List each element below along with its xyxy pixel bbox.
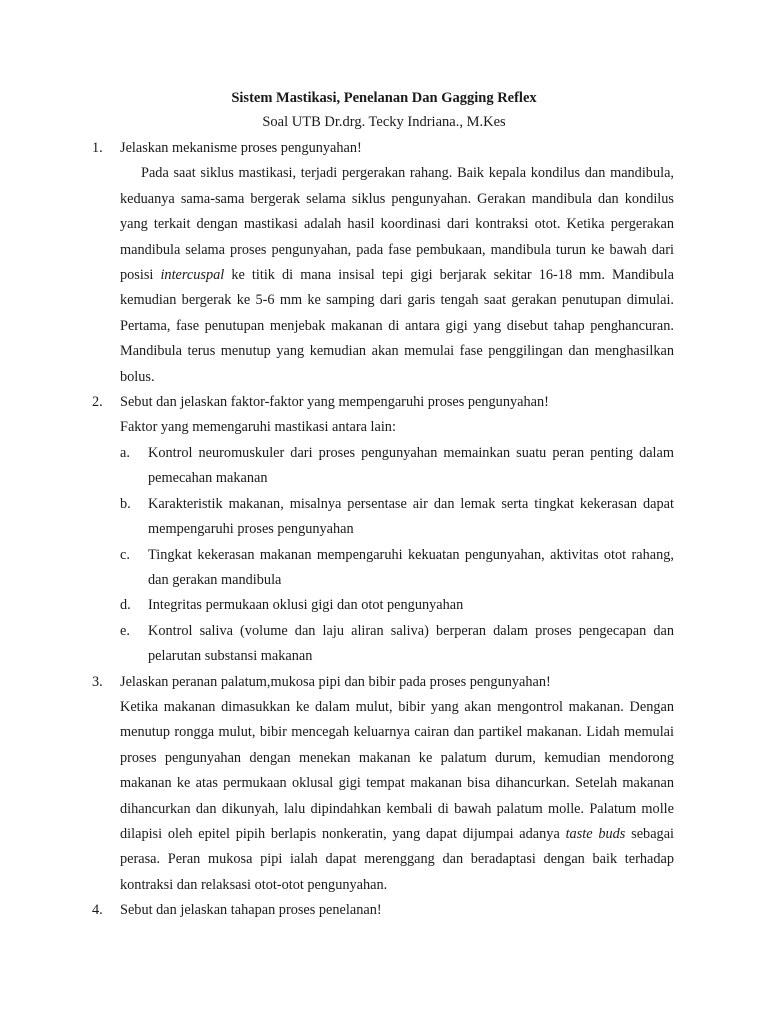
list-letter: b. — [120, 495, 131, 512]
answer-paragraph: Ketika makanan dimasukkan ke dalam mulut, bibir yang akan mengontrol makanan. Dengan menutup rongga mulut, bibir mencegah keluarnya cairan dan partikel makanan. Lidah memulai proses pengunyahan dengan menekan makanan ke palatum durum, kemudian mendorong makanan ke atas permukaan oklusal gigi tempat makanan bisa dihancurkan. Setelah makanan dihancurkan dan dikunyah, lalu dipindahkan kembali di bawah palatum molle. Palatum molle dilapisi oleh epitel pipih berlapis nonkeratin, yang dapat dijumpai adanya taste buds sebagai perasa. Peran mukosa pipi ialah dapat merenggang dan beradaptasi dengan baik terhadap kontraksi dan relaksasi otot-otot pengunyahan. — [120, 698, 675, 893]
question-text: Sebut dan jelaskan faktor-faktor yang mempengaruhi proses pengunyahan! — [120, 394, 549, 411]
list-letter: c. — [120, 546, 130, 563]
answer-intro: Faktor yang memengaruhi mastikasi antara lain: — [120, 419, 396, 436]
question-text: Jelaskan peranan palatum,mukosa pipi dan bibir pada proses pengunyahan! — [120, 673, 551, 690]
list-text: Tingkat kekerasan makanan mempengaruhi kekuatan pengunyahan, aktivitas otot rahang, dan gerakan mandibula — [148, 546, 674, 588]
list-text: Karakteristik makanan, misalnya persentase air dan lemak serta tingkat kekerasan dapat mempengaruhi proses pengunyahan — [148, 495, 674, 538]
question-4 — [92, 898, 674, 923]
list-item — [120, 543, 674, 594]
list-letter: e. — [120, 622, 130, 639]
question-2 — [92, 390, 674, 669]
question-text: Sebut dan jelaskan tahapan proses penelanan! — [120, 902, 382, 919]
document-body — [92, 136, 674, 924]
document-title: Sistem Mastikasi, Penelanan Dan Gagging Reflex — [231, 90, 537, 106]
question-3 — [92, 670, 674, 899]
italic-term: intercuspal — [160, 267, 225, 284]
list-item — [120, 492, 674, 543]
list-text: Kontrol neuromuskuler dari proses pengunyahan memainkan suatu peran penting dalam pemecahan makanan — [148, 444, 674, 487]
list-text: Integritas permukaan oklusi gigi dan otot pengunyahan — [148, 597, 464, 614]
list-item — [120, 619, 674, 670]
answer-paragraph: Pada saat siklus mastikasi, terjadi pergerakan rahang. Baik kepala kondilus dan mandibula, keduanya sama-sama bergerak selama siklus pengunyahan. Gerakan mandibula dan kondilus yang terkait dengan mastikasi adalah hasil koordinasi dari kontraksi otot. Ketika pergerakan mandibula selama proses pengunyahan, pada fase pembukaan, mandibula turun ke bawah dari posisi intercuspal ke titik di mana insisal tepi gigi berjarak sekitar 16-18 mm. Mandibula kemudian bergerak ke 5-6 mm ke samping dari garis tengah saat gerakan penutupan dimulai. Pertama, fase penutupan menjebak makanan di antara gigi yang disebut tahap penghancuran. Mandibula terus menutup yang kemudian akan memulai fase penggilingan dan menghasilkan bolus. — [120, 165, 674, 385]
question-1 — [92, 136, 674, 390]
question-number: 1. — [92, 140, 103, 156]
list-letter: a. — [120, 444, 130, 461]
list-item — [120, 441, 674, 492]
question-number: 3. — [92, 673, 103, 690]
question-number: 2. — [92, 394, 103, 411]
list-text: Kontrol saliva (volume dan laju aliran saliva) berperan dalam proses pengecapan dan pelarutan substansi makanan — [148, 622, 674, 665]
list-item — [120, 593, 674, 618]
question-text: Jelaskan mekanisme proses pengunyahan! — [120, 140, 362, 156]
document-subtitle: Soal UTB Dr.drg. Tecky Indriana., M.Kes — [262, 114, 506, 130]
list-letter: d. — [120, 597, 131, 614]
italic-term: taste buds — [565, 825, 626, 842]
question-number: 4. — [92, 902, 103, 919]
